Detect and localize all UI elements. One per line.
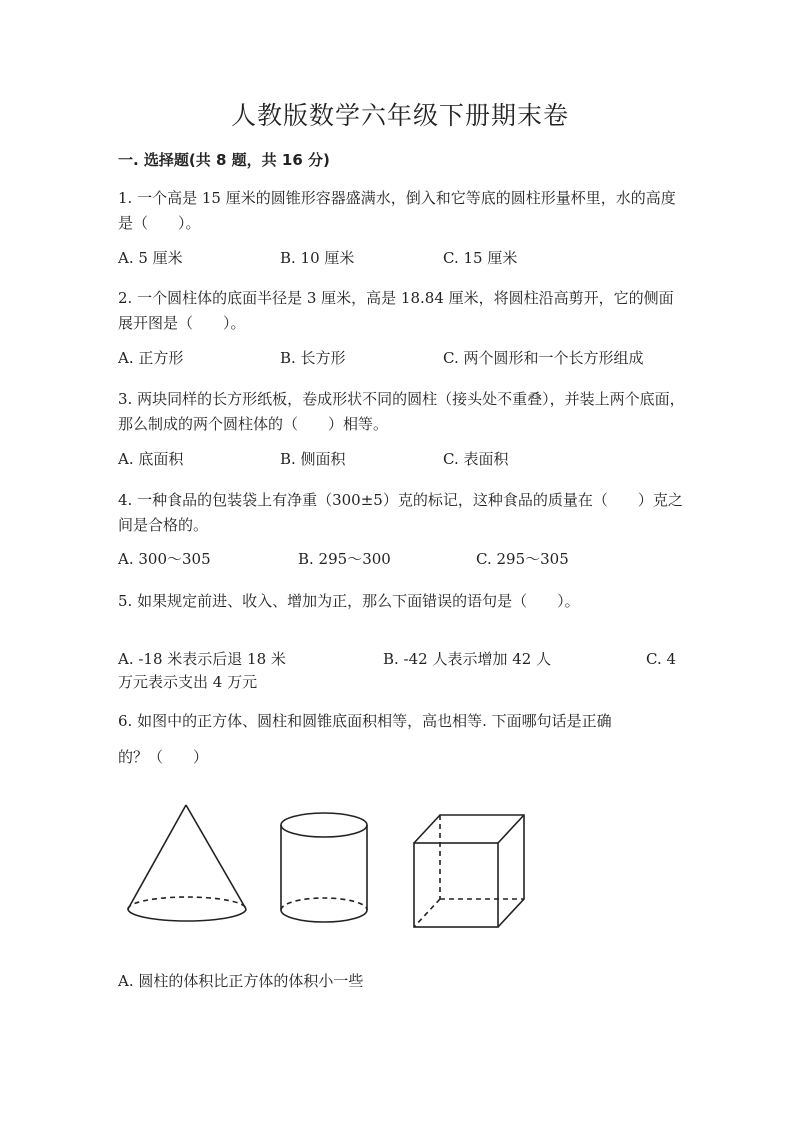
question-6-line2: 的？（ ） (118, 748, 209, 766)
q2-option-a: A. 正方形 (118, 349, 184, 367)
q2-option-b: B. 长方形 (280, 349, 346, 367)
q5-option-c: C. 4 (646, 650, 677, 668)
cylinder-shape (281, 813, 367, 922)
q4-option-a: A. 300～305 (118, 550, 211, 568)
q5-option-c-cont: 万元表示支出 4 万元 (118, 673, 258, 691)
q1-option-c: C. 15 厘米 (443, 249, 518, 267)
q4-option-b: B. 295～300 (298, 550, 391, 568)
question-3: 3. 两块同样的长方形纸板，卷成形状不同的圆柱（接头处不重叠），并装上两个底面，那么制成的两个圆柱体的（ ）相等。 (118, 390, 685, 433)
q3-option-b: B. 侧面积 (280, 450, 346, 468)
q5-option-a: A. -18 米表示后退 18 米 (118, 650, 286, 668)
question-4: 4. 一种食品的包装袋上有净重（300±5）克的标记，这种食品的质量在（ ）克之间是合格的。 (118, 491, 683, 534)
q3-option-a: A. 底面积 (118, 450, 184, 468)
q6-option-a: A. 圆柱的体积比正方体的体积小一些 (118, 972, 364, 990)
cube-shape (414, 815, 524, 927)
q1-option-b: B. 10 厘米 (280, 249, 355, 267)
cone-shape (128, 805, 246, 921)
q5-option-b: B. -42 人表示增加 42 人 (383, 650, 552, 668)
question-2: 2. 一个圆柱体的底面半径是 3 厘米，高是 18.84 厘米，将圆柱沿高剪开，它的侧面展开图是（ ）。 (118, 289, 674, 332)
question-5: 5. 如果规定前进、收入、增加为正，那么下面错误的语句是（ ）。 (118, 592, 580, 610)
q2-option-c: C. 两个圆形和一个长方形组成 (443, 349, 644, 367)
section-heading: 一. 选择题(共 8 题，共 16 分) (118, 151, 330, 169)
q3-option-c: C. 表面积 (443, 450, 509, 468)
page-title: 人教版数学六年级下册期末卷 (230, 101, 569, 130)
q4-option-c: C. 295～305 (476, 550, 569, 568)
q1-option-a: A. 5 厘米 (118, 249, 183, 267)
question-6-line1: 6. 如图中的正方体、圆柱和圆锥底面积相等，高也相等. 下面哪句话是正确 (118, 712, 612, 730)
question-1: 1. 一个高是 15 厘米的圆锥形容器盛满水，倒入和它等底的圆柱形量杯里，水的高度是（ ）。 (118, 189, 676, 232)
solids-figure (118, 795, 538, 935)
